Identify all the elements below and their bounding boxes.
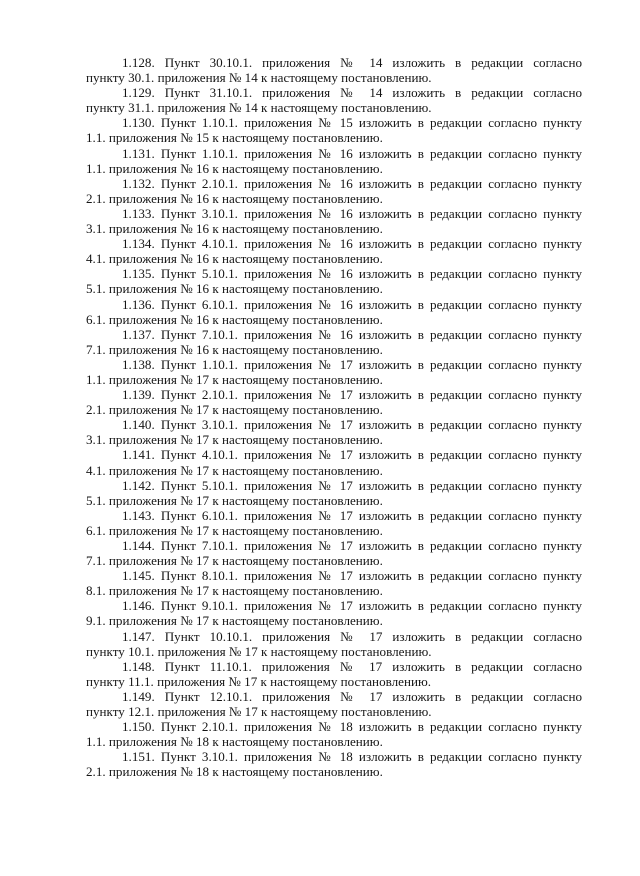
amendment-item-line-1: 1.140. Пункт 3.10.1. приложения № 17 изложить в редакции согласно пункту	[122, 417, 582, 433]
amendment-item-line-1: 1.149. Пункт 12.10.1. приложения № 17 изложить в редакции согласно	[122, 688, 582, 704]
amendment-item-line-1: 1.131. Пункт 1.10.1. приложения № 16 изложить в редакции согласно пункту	[122, 145, 582, 161]
amendment-item-line-2: 6.1. приложения № 16 к настоящему постановлению.	[86, 311, 383, 327]
amendment-item-line-2: 6.1. приложения № 17 к настоящему постановлению.	[86, 522, 383, 538]
amendment-item-line-1: 1.132. Пункт 2.10.1. приложения № 16 изложить в редакции согласно пункту	[122, 175, 582, 191]
amendment-item	[86, 297, 582, 327]
amendment-item	[86, 689, 582, 719]
amendment-item-line-2: 9.1. приложения № 17 к настоящему постановлению.	[86, 613, 383, 629]
amendment-item	[86, 478, 582, 508]
amendment-item-line-2: 3.1. приложения № 17 к настоящему постановлению.	[86, 432, 383, 448]
amendment-item	[86, 146, 582, 176]
amendment-item-line-2: 1.1. приложения № 15 к настоящему постановлению.	[86, 130, 383, 146]
amendment-item-line-2: 2.1. приложения № 16 к настоящему постановлению.	[86, 190, 383, 206]
amendment-item-line-1: 1.142. Пункт 5.10.1. приложения № 17 изложить в редакции согласно пункту	[122, 477, 582, 493]
amendment-item	[86, 598, 582, 628]
amendment-item-line-1: 1.128. Пункт 30.10.1. приложения № 14 изложить в редакции согласно	[122, 55, 582, 70]
amendment-item	[86, 568, 582, 598]
amendment-item	[86, 417, 582, 447]
amendment-item-line-1: 1.138. Пункт 1.10.1. приложения № 17 изложить в редакции согласно пункту	[122, 356, 582, 372]
amendment-item-line-2: 1.1. приложения № 18 к настоящему постановлению.	[86, 734, 383, 750]
amendment-item-line-1: 1.134. Пункт 4.10.1. приложения № 16 изложить в редакции согласно пункту	[122, 236, 582, 252]
amendment-item-line-1: 1.148. Пункт 11.10.1. приложения № 17 изложить в редакции согласно	[122, 658, 582, 674]
amendment-item-line-1: 1.146. Пункт 9.10.1. приложения № 17 изложить в редакции согласно пункту	[122, 598, 582, 614]
amendment-item-line-1: 1.139. Пункт 2.10.1. приложения № 17 изложить в редакции согласно пункту	[122, 387, 582, 403]
amendment-item	[86, 629, 582, 659]
amendment-item-line-1: 1.151. Пункт 3.10.1. приложения № 18 изложить в редакции согласно пункту	[122, 749, 582, 765]
amendment-item-line-2: 5.1. приложения № 16 к настоящему постановлению.	[86, 281, 383, 297]
amendment-item-line-2: 1.1. приложения № 17 к настоящему постановлению.	[86, 371, 383, 387]
amendment-item-line-2: пункту 30.1. приложения № 14 к настоящему постановлению.	[86, 70, 432, 86]
amendment-item-line-2: 3.1. приложения № 16 к настоящему постановлению.	[86, 221, 383, 237]
amendment-item	[86, 266, 582, 296]
amendment-item	[86, 357, 582, 387]
amendment-item	[86, 387, 582, 417]
amendment-item-line-2: 4.1. приложения № 17 к настоящему постановлению.	[86, 462, 383, 478]
amendment-item	[86, 327, 582, 357]
amendment-item-line-2: 7.1. приложения № 17 к настоящему постановлению.	[86, 553, 383, 569]
amendment-item-line-1: 1.145. Пункт 8.10.1. приложения № 17 изложить в редакции согласно пункту	[122, 568, 582, 584]
amendment-item-line-1: 1.141. Пункт 4.10.1. приложения № 17 изложить в редакции согласно пункту	[122, 447, 582, 463]
amendment-item	[86, 236, 582, 266]
amendment-item-line-2: 1.1. приложения № 16 к настоящему постановлению.	[86, 160, 383, 176]
amendment-item	[86, 176, 582, 206]
amendment-item-line-2: 7.1. приложения № 16 к настоящему постановлению.	[86, 341, 383, 357]
amendment-item-line-2: пункту 31.1. приложения № 14 к настоящему постановлению.	[86, 100, 432, 116]
amendment-item-line-1: 1.137. Пункт 7.10.1. приложения № 16 изложить в редакции согласно пункту	[122, 326, 582, 342]
amendment-item-line-1: 1.150. Пункт 2.10.1. приложения № 18 изложить в редакции согласно пункту	[122, 719, 582, 735]
document-body	[86, 55, 582, 780]
amendment-item	[86, 115, 582, 145]
amendment-item	[86, 447, 582, 477]
amendment-item-line-2: 8.1. приложения № 17 к настоящему постановлению.	[86, 583, 383, 599]
amendment-item-line-1: 1.136. Пункт 6.10.1. приложения № 16 изложить в редакции согласно пункту	[122, 296, 582, 312]
amendment-item	[86, 538, 582, 568]
amendment-item-line-1: 1.143. Пункт 6.10.1. приложения № 17 изложить в редакции согласно пункту	[122, 507, 582, 523]
amendment-item-line-1: 1.130. Пункт 1.10.1. приложения № 15 изложить в редакции согласно пункту	[122, 115, 582, 131]
amendment-item-line-2: 5.1. приложения № 17 к настоящему постановлению.	[86, 492, 383, 508]
amendment-item-line-2: пункту 12.1. приложения № 17 к настоящему постановлению.	[86, 704, 432, 720]
amendment-item-line-1: 1.129. Пункт 31.10.1. приложения № 14 изложить в редакции согласно	[122, 85, 582, 101]
amendment-item	[86, 55, 582, 85]
amendment-item-line-1: 1.147. Пункт 10.10.1. приложения № 17 изложить в редакции согласно	[122, 628, 582, 644]
amendment-item	[86, 508, 582, 538]
amendment-item-line-2: пункту 11.1. приложения № 17 к настоящему постановлению.	[86, 673, 432, 689]
amendment-item	[86, 659, 582, 689]
amendment-item-line-2: 2.1. приложения № 18 к настоящему постановлению.	[86, 764, 383, 780]
amendment-item-line-2: пункту 10.1. приложения № 17 к настоящему постановлению.	[86, 643, 432, 659]
amendment-item	[86, 749, 582, 779]
amendment-item-line-1: 1.144. Пункт 7.10.1. приложения № 17 изложить в редакции согласно пункту	[122, 538, 582, 553]
amendment-item-line-1: 1.135. Пункт 5.10.1. приложения № 16 изложить в редакции согласно пункту	[122, 266, 582, 282]
amendment-item-line-2: 4.1. приложения № 16 к настоящему постановлению.	[86, 251, 383, 267]
amendment-item-line-1: 1.133. Пункт 3.10.1. приложения № 16 изложить в редакции согласно пункту	[122, 205, 582, 221]
amendment-item	[86, 719, 582, 749]
amendment-item	[86, 85, 582, 115]
amendment-item	[86, 206, 582, 236]
amendment-item-line-2: 2.1. приложения № 17 к настоящему постановлению.	[86, 402, 383, 418]
